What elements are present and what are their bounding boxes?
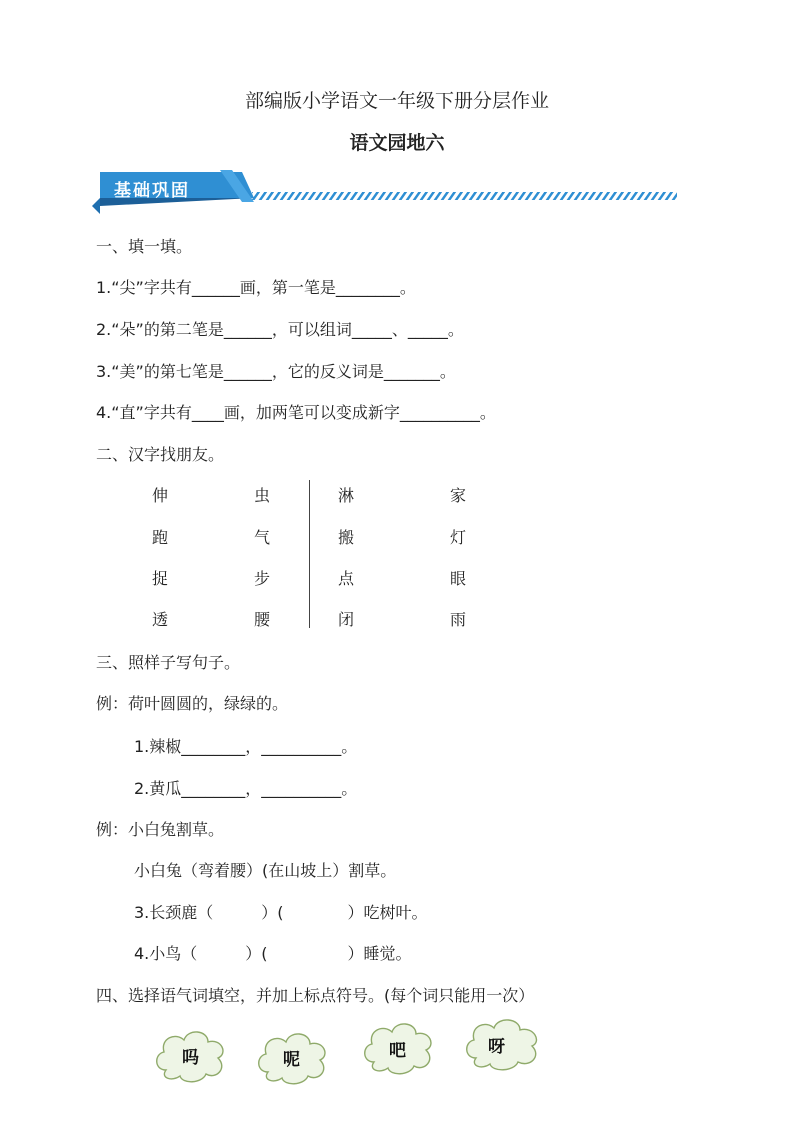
- page-subtitle: 语文园地六: [349, 132, 445, 154]
- cloud-word: 呀: [488, 1037, 505, 1057]
- char-cell: 步: [254, 569, 271, 588]
- char-cell: 虫: [254, 486, 271, 505]
- cloud-word: 呢: [283, 1050, 300, 1070]
- s3-question-2: 2.黄瓜________，__________。: [134, 779, 358, 798]
- s1-question-2: 2.“朵”的第二笔是______，可以组词_____、_____。: [96, 320, 464, 339]
- char-cell: 雨: [450, 610, 467, 629]
- cloud-word: 吧: [389, 1041, 406, 1061]
- char-cell: 气: [254, 528, 271, 547]
- char-cell: 灯: [450, 528, 467, 547]
- char-cell: 捉: [152, 569, 169, 588]
- section2-heading: 二、汉字找朋友。: [96, 445, 225, 464]
- s3-example-2: 例：小白兔割草。: [96, 820, 225, 839]
- s3-example-1: 例：荷叶圆圆的，绿绿的。: [96, 694, 289, 713]
- s3-question-3: 3.长颈鹿（ ）( ）吃树叶。: [134, 903, 428, 922]
- char-cell: 跑: [152, 528, 169, 547]
- section4-heading: 四、选择语气词填空，并加上标点符号。(每个词只能用一次）: [96, 986, 535, 1005]
- cloud-word: 吗: [182, 1048, 199, 1068]
- column-divider: [309, 480, 310, 628]
- section1-heading: 一、填一填。: [96, 237, 193, 256]
- s3-question-1: 1.辣椒________，__________。: [134, 737, 358, 756]
- section3-heading: 三、照样子写句子。: [96, 653, 241, 672]
- char-cell: 透: [152, 610, 169, 629]
- s1-question-3: 3.“美”的第七笔是______，它的反义词是_______。: [96, 362, 456, 381]
- s1-question-4: 4.“直”字共有____画，加两笔可以变成新字__________。: [96, 403, 496, 422]
- char-cell: 腰: [254, 610, 271, 629]
- char-cell: 家: [450, 486, 467, 505]
- char-cell: 搬: [338, 528, 355, 547]
- char-cell: 闭: [338, 610, 355, 629]
- char-cell: 眼: [450, 569, 467, 588]
- s3-example-2-answer: 小白兔（弯着腰）(在山坡上）割草。: [134, 861, 397, 880]
- page-title: 部编版小学语文一年级下册分层作业: [244, 90, 549, 112]
- s3-question-4: 4.小鸟（ ）( ）睡觉。: [134, 944, 412, 963]
- char-cell: 淋: [338, 486, 355, 505]
- char-cell: 点: [338, 569, 355, 588]
- banner-label: 基础巩固: [114, 181, 190, 201]
- s1-question-1: 1.“尖”字共有______画，第一笔是________。: [96, 278, 416, 297]
- char-cell: 伸: [152, 486, 169, 505]
